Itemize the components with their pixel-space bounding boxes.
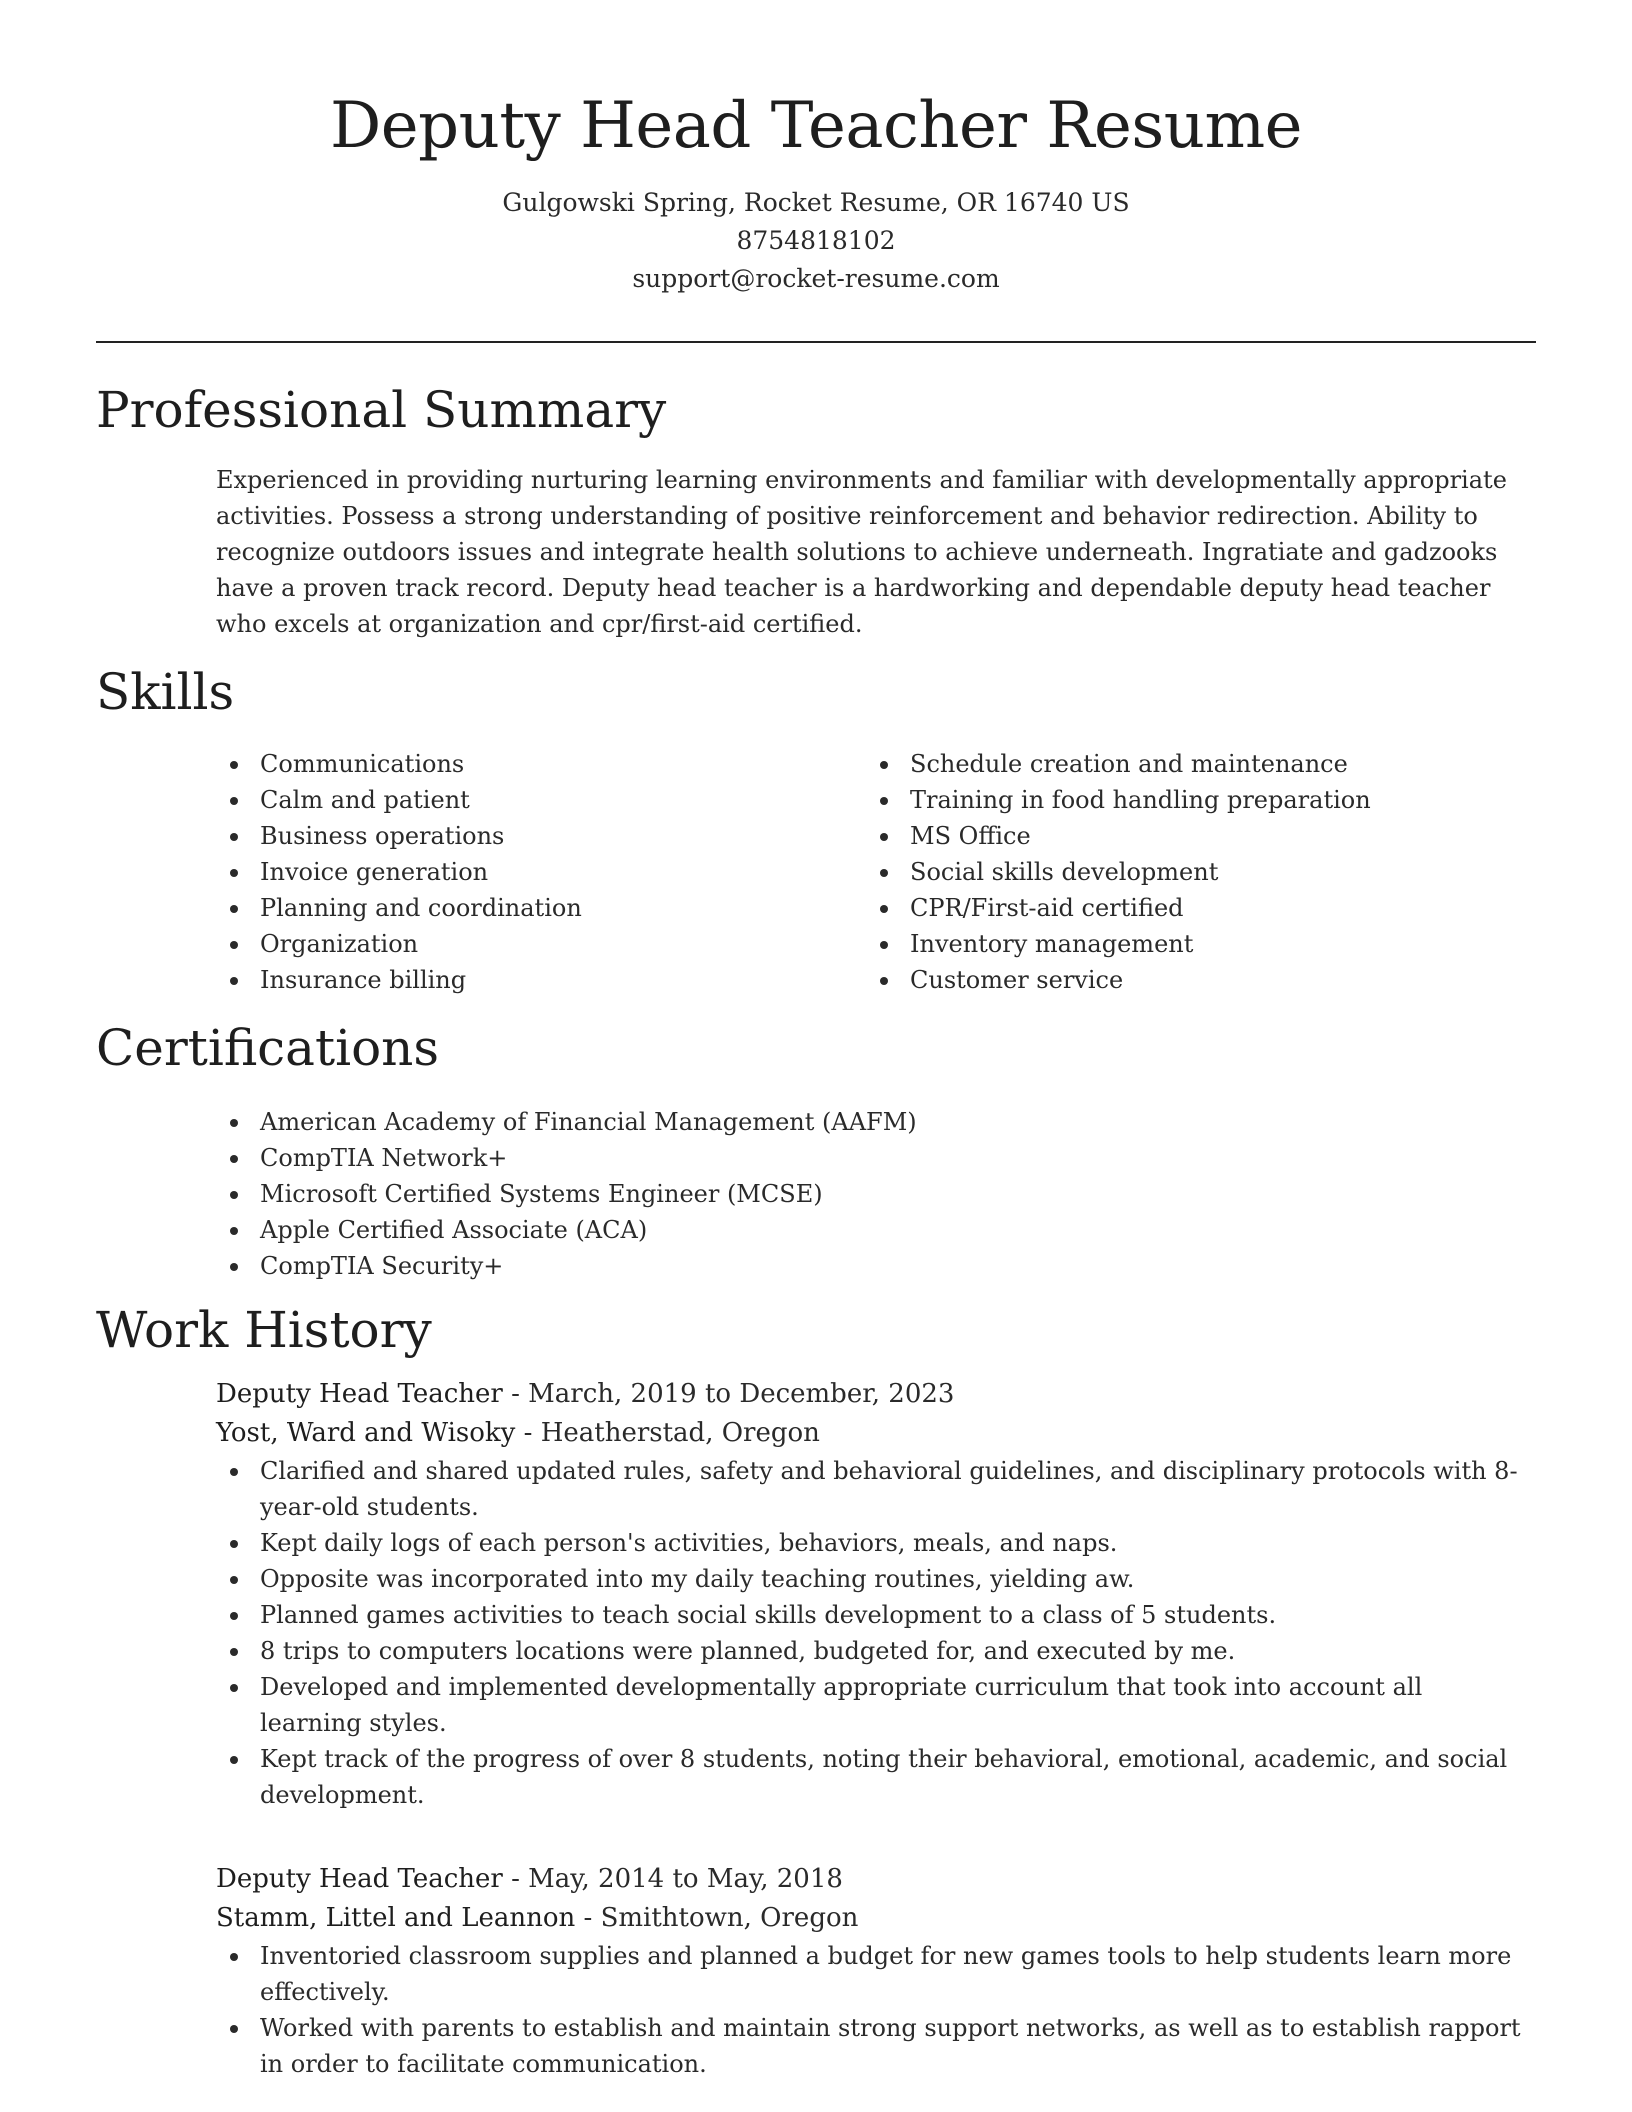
job-separator: - (523, 1418, 541, 1448)
certification-item: American Academy of Financial Management (AAFM) (216, 1104, 1516, 1140)
skill-item: Calm and patient (216, 782, 816, 818)
skill-item: Insurance billing (216, 962, 816, 998)
contact-email: support@rocket-resume.com (632, 264, 1000, 293)
certification-item: Apple Certified Associate (ACA) (216, 1212, 1516, 1248)
job-bullet: Clarified and shared updated rules, safety and behavioral guidelines, and disciplinary protocols with 8-year-old students. (216, 1453, 1526, 1525)
job-entry (216, 1860, 1526, 2082)
job-bullet: Inventoried classroom supplies and planned a budget for new games tools to help students learn more effectively. (216, 1938, 1526, 2010)
job-bullet: Developed and implemented developmentally appropriate curriculum that took into account all learning styles. (216, 1669, 1526, 1741)
resume-header (0, 0, 1632, 298)
skills-list-right (866, 746, 1506, 998)
skill-item: Customer service (866, 962, 1506, 998)
job-entry (216, 1375, 1526, 1813)
summary-heading: Professional Summary (96, 381, 667, 439)
skills-heading: Skills (96, 663, 235, 721)
job-bullet: Kept track of the progress of over 8 students, noting their behavioral, emotional, academic, and social development. (216, 1741, 1526, 1813)
skill-item: Organization (216, 926, 816, 962)
job-separator: - (583, 1903, 601, 1933)
skill-item: Planning and coordination (216, 890, 816, 926)
certifications-list (216, 1104, 1516, 1284)
certification-item: CompTIA Network+ (216, 1140, 1516, 1176)
certifications-heading: Certifications (96, 1019, 440, 1077)
job-title: Deputy Head Teacher (216, 1379, 503, 1409)
job-separator: - (511, 1379, 529, 1409)
skill-item: Training in food handling preparation (866, 782, 1506, 818)
skills-list-left (216, 746, 816, 998)
skill-item: Business operations (216, 818, 816, 854)
job-bullet: 8 trips to computers locations were planned, budgeted for, and executed by me. (216, 1633, 1526, 1669)
contact-info (0, 184, 1632, 298)
job-location: Heatherstad, Oregon (540, 1418, 820, 1448)
job-bullet: Opposite was incorporated into my daily teaching routines, yielding aw. (216, 1561, 1526, 1597)
job-title-line (216, 1375, 1526, 1414)
skill-item: Inventory management (866, 926, 1506, 962)
resume-title: Deputy Head Teacher Resume (329, 89, 1303, 163)
summary-text: Experienced in providing nurturing learning environments and familiar with developmentally appropriate activities. Possess a strong understanding of positive reinforcement and behavior redirection. Ability to recognize outdoors issues and integrate health solutions to achieve underneath. Ingratiate and gadzooks have a proven track record. Deputy head teacher is a hardworking and dependable deputy head teacher who excels at organization and cpr/first-aid certified. (216, 466, 1507, 638)
certification-item: CompTIA Security+ (216, 1248, 1516, 1284)
job-dates: March, 2019 to December, 2023 (528, 1379, 955, 1409)
job-bullet: Kept daily logs of each person's activities, behaviors, meals, and naps. (216, 1525, 1526, 1561)
job-company-line (216, 1414, 1526, 1453)
job-title-line (216, 1860, 1526, 1899)
job-company: Yost, Ward and Wisoky (216, 1418, 516, 1448)
skill-item: Schedule creation and maintenance (866, 746, 1506, 782)
certification-item: Microsoft Certified Systems Engineer (MCSE) (216, 1176, 1516, 1212)
job-separator: - (511, 1864, 529, 1894)
contact-phone: 8754818102 (736, 226, 896, 255)
work-history-heading: Work History (96, 1301, 432, 1359)
job-dates: May, 2014 to May, 2018 (528, 1864, 843, 1894)
job-bullet: Worked with parents to establish and maintain strong support networks, as well as to establish rapport in order to facilitate communication. (216, 2010, 1526, 2082)
job-bullet: Planned games activities to teach social skills development to a class of 5 students. (216, 1597, 1526, 1633)
job-bullets (216, 1938, 1526, 2082)
skill-item: Social skills development (866, 854, 1506, 890)
skill-item: Communications (216, 746, 816, 782)
job-bullets (216, 1453, 1526, 1813)
job-location: Smithtown, Oregon (600, 1903, 859, 1933)
job-company-line (216, 1899, 1526, 1938)
skill-item: MS Office (866, 818, 1506, 854)
header-divider (96, 341, 1536, 343)
skill-item: Invoice generation (216, 854, 816, 890)
job-company: Stamm, Littel and Leannon (216, 1903, 576, 1933)
skill-item: CPR/First-aid certified (866, 890, 1506, 926)
contact-address: Gulgowski Spring, Rocket Resume, OR 16740 US (502, 188, 1130, 217)
job-title: Deputy Head Teacher (216, 1864, 503, 1894)
